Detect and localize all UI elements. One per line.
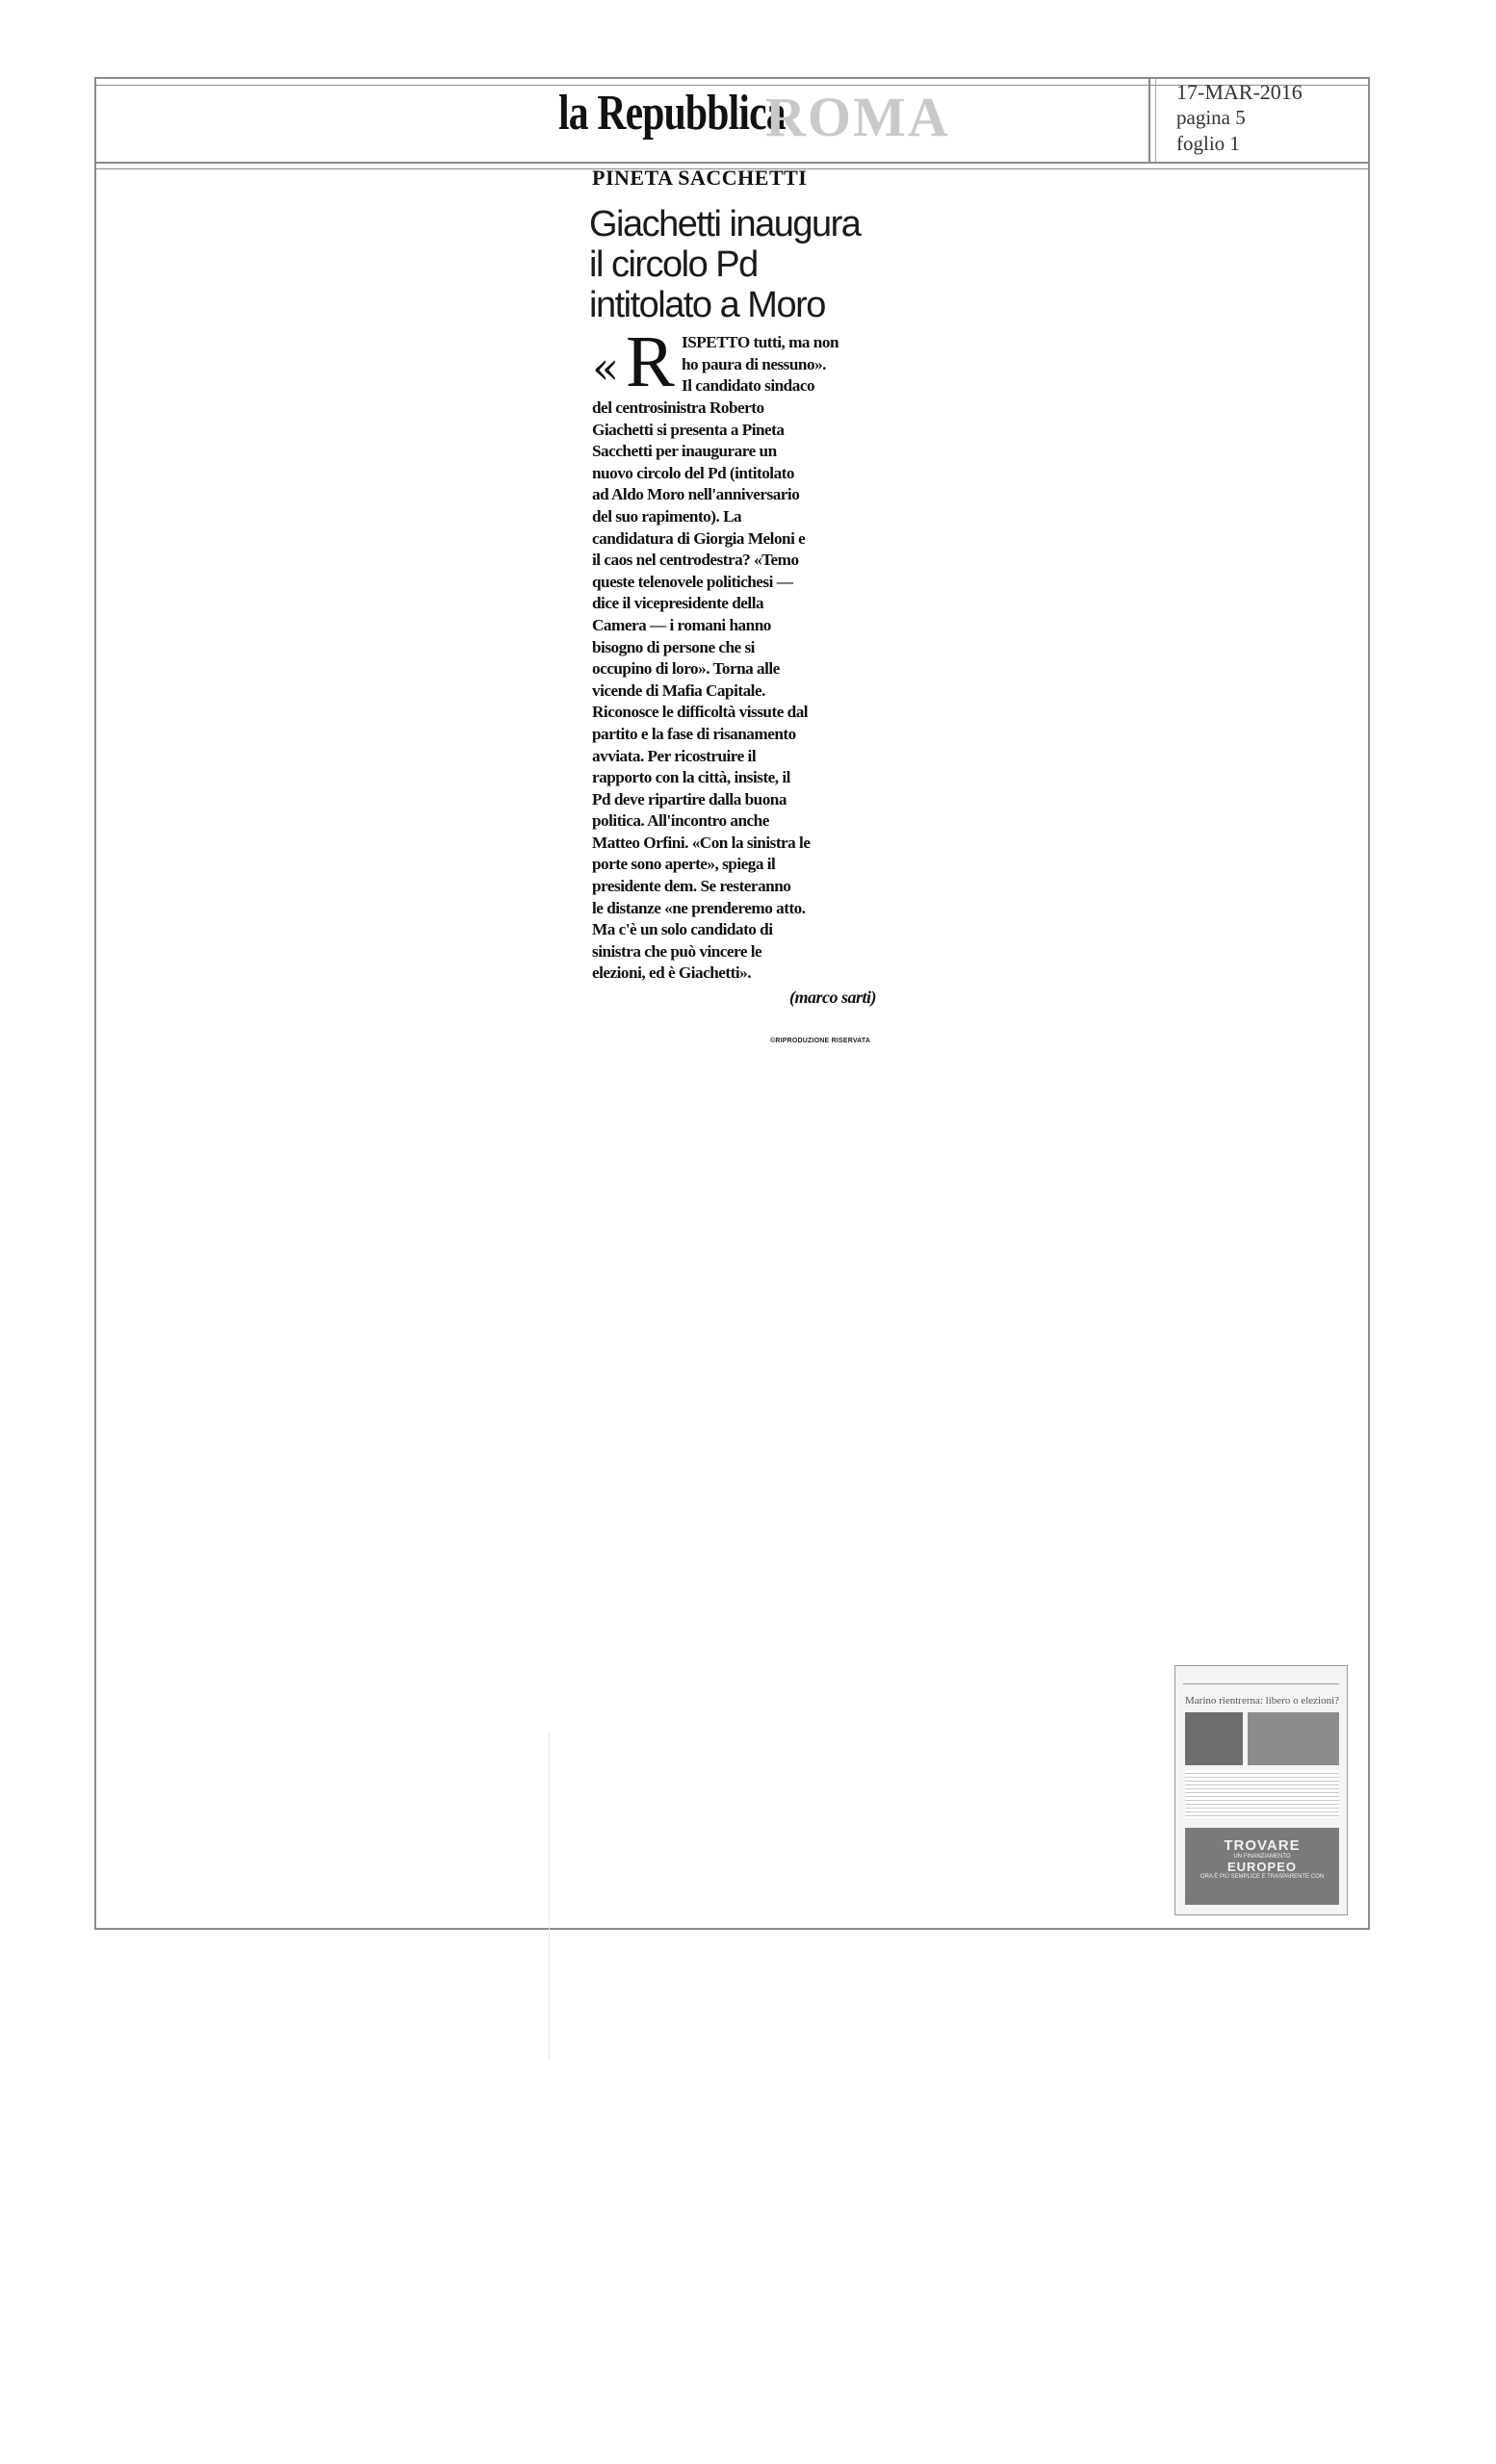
dropcap-letter: R — [626, 321, 675, 402]
thumbnail-masthead — [1183, 1674, 1339, 1684]
publication-info — [1176, 79, 1359, 157]
body-line: dice il vicepresidente della — [592, 594, 764, 613]
body-line: Ma c'è un solo candidato di — [592, 920, 773, 939]
ad-line: ORA È PIÙ SEMPLICE E TRASPARENTE CON — [1199, 1874, 1325, 1880]
body-line: Camera — i romani hanno — [592, 615, 771, 634]
body-line: ISPETTO tutti, ma non — [682, 333, 839, 351]
article-headline — [589, 204, 897, 325]
body-line: Sacchetti per inaugurare un — [592, 442, 777, 461]
dropcap-text — [682, 332, 838, 398]
edition-name: ROMA — [765, 86, 950, 148]
body-line: le distanze «ne prenderemo atto. — [592, 898, 806, 917]
header-info-divider — [1155, 79, 1156, 162]
body-line: elezioni, ed è Giachetti». — [592, 963, 752, 983]
publication-date: 17-MAR-2016 — [1176, 80, 1303, 104]
body-line: queste telenovele politichesi — — [592, 572, 793, 591]
body-line: politica. All'incontro anche — [592, 811, 769, 831]
body-line: Pd deve ripartire dalla buona — [592, 789, 787, 808]
body-line: presidente dem. Se resteranno — [592, 877, 791, 896]
body-line: nuovo circolo del Pd (intitolato — [592, 463, 794, 482]
body-line: vicende di Mafia Capitale. — [592, 680, 765, 700]
thumbnail-advertisement — [1185, 1828, 1339, 1905]
sheet-number: foglio 1 — [1176, 132, 1240, 155]
body-line: porte sono aperte», spiega il — [592, 855, 776, 874]
body-line: rapporto con la città, insiste, il — [592, 768, 790, 787]
thumbnail-photo — [1185, 1712, 1243, 1765]
thumbnail-text-block — [1185, 1770, 1339, 1818]
body-line: ad Aldo Moro nell'anniversario — [592, 485, 800, 504]
thumbnail-title: Marino rientrerna: libero o elezioni? — [1185, 1695, 1340, 1707]
article-kicker: PINETA SACCHETTI — [592, 166, 808, 190]
dropcap-quote: « — [592, 342, 619, 394]
article-body — [592, 321, 881, 1009]
body-line: occupino di loro». Torna alle — [592, 659, 780, 679]
body-line: Riconosce le difficoltà vissute dal — [592, 703, 809, 722]
article-byline: (marco sarti) — [789, 988, 876, 1008]
dropcap-paragraph — [592, 321, 881, 402]
body-line: sinistra che può vincere le — [592, 941, 762, 961]
headline-line: il circolo Pd — [589, 244, 758, 285]
body-line: bisogno di persone che si — [592, 637, 755, 656]
headline-line: Giachetti inaugura — [589, 204, 861, 244]
body-line: del centrosinistra Roberto — [592, 398, 764, 417]
body-line: Il candidato sindaco — [682, 376, 815, 396]
page-number: pagina 5 — [1176, 106, 1246, 129]
ad-line: UN FINANZIAMENTO — [1233, 1854, 1291, 1860]
header-rule-bottom — [94, 162, 1370, 164]
thumbnail-photo-secondary — [1248, 1712, 1339, 1765]
body-line: del suo rapimento). La — [592, 506, 742, 526]
body-line: candidatura di Giorgia Meloni e — [592, 528, 806, 548]
ad-line: EUROPEO — [1226, 1860, 1297, 1874]
headline-line: intitolato a Moro — [589, 285, 825, 325]
page-thumbnail — [1174, 1665, 1348, 1915]
body-line: avviata. Per ricostruire il — [592, 746, 757, 765]
copyright-notice: ©RIPRODUZIONE RISERVATA — [770, 1038, 871, 1044]
body-line: ho paura di nessuno». — [682, 354, 826, 373]
body-line: partito e la fase di risanamento — [592, 724, 796, 743]
body-lines — [592, 398, 881, 985]
body-line: Matteo Orfini. «Con la sinistra le — [592, 833, 811, 852]
scan-artifact-line — [549, 1732, 550, 2060]
publication-name: la Repubblica — [558, 86, 786, 141]
body-line: il caos nel centrodestra? «Temo — [592, 551, 799, 570]
masthead — [558, 85, 950, 152]
body-line: Giachetti si presenta a Pineta — [592, 420, 785, 439]
ad-line: TROVARE — [1224, 1837, 1301, 1854]
